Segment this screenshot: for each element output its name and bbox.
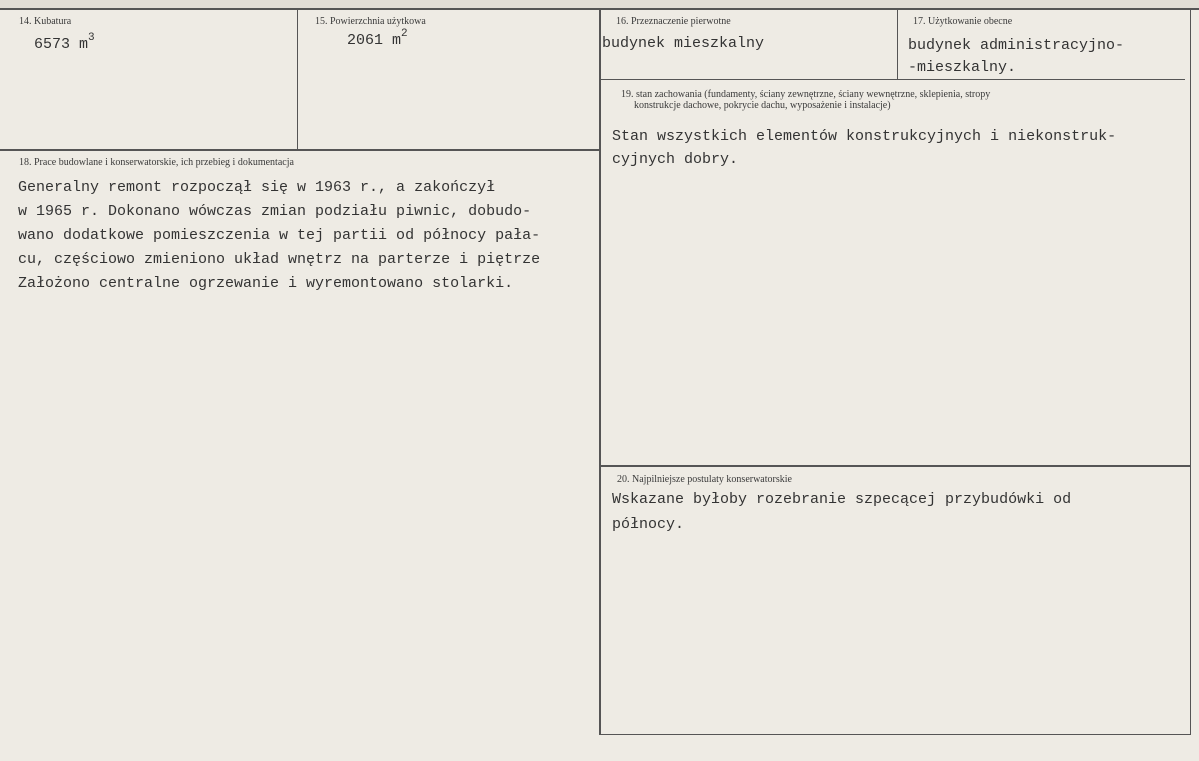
- field-18-line-2: w 1965 r. Dokonano wówczas zmian podziału piwnic, dobudo-: [18, 203, 532, 220]
- field-16-label: 16. Przeznaczenie pierwotne: [616, 16, 731, 27]
- field-15-unit: m: [392, 32, 402, 49]
- field-14-unit: m: [79, 36, 89, 53]
- field-17-line-1: budynek administracyjno-: [908, 37, 1125, 54]
- field-14-unit-exponent: 3: [88, 32, 95, 44]
- field-18-line-5: Założono centralne ogrzewanie i wyremontowano stolarki.: [18, 275, 514, 292]
- field-14-label: 14. Kubatura: [19, 16, 72, 27]
- field-20-line-2: północy.: [612, 516, 685, 533]
- card-top-edge: [0, 0, 1199, 8]
- field-17-line-2: -mieszkalny.: [908, 59, 1017, 76]
- field-18-line-1: Generalny remont rozpoczął się w 1963 r., a zakończył: [18, 179, 496, 196]
- field-15-unit-exponent: 2: [401, 28, 408, 40]
- field-20-label: 20. Najpilniejsze postulaty konserwatorskie: [617, 474, 792, 485]
- field-15-label: 15. Powierzchnia użytkowa: [315, 16, 426, 27]
- field-17-label: 17. Użytkowanie obecne: [913, 16, 1013, 27]
- right-edge-rule: [1190, 8, 1191, 735]
- field-19-label-line-1: 19. stan zachowania (fundamenty, ściany zewnętrzne, ściany wewnętrzne, sklepienia, stropy: [621, 89, 991, 100]
- field-18-line-4: cu, częściowo zmieniono układ wnętrz na parterze i piętrze: [18, 251, 541, 268]
- field-18-label: 18. Prace budowlane i konserwatorskie, ich przebieg i dokumentacja: [19, 157, 294, 168]
- field-18-line-3: wano dodatkowe pomieszczenia w tej partii od północy pała-: [18, 227, 541, 244]
- bottom-rule: [601, 734, 1191, 735]
- rule-under-14-15: [0, 149, 599, 151]
- field-16-value: budynek mieszkalny: [602, 35, 765, 52]
- rule-above-20: [601, 465, 1191, 467]
- main-vertical-divider: [599, 8, 601, 735]
- field-15-number: 2061: [347, 32, 384, 49]
- field-19-line-2: cyjnych dobry.: [612, 151, 739, 168]
- divider-14-15: [297, 8, 298, 150]
- field-19-label-line-2: konstrukcje dachowe, pokrycie dachu, wyposażenie i instalacje): [634, 100, 891, 111]
- field-20-line-1: Wskazane byłoby rozebranie szpecącej przybudówki od: [612, 491, 1072, 508]
- field-14-value: [34, 34, 95, 53]
- rule-under-16-17: [601, 79, 1185, 80]
- field-15-value: [347, 30, 408, 49]
- field-19-line-1: Stan wszystkich elementów konstrukcyjnych i niekonstruk-: [612, 128, 1117, 145]
- field-14-number: 6573: [34, 36, 71, 53]
- divider-16-17: [897, 8, 898, 80]
